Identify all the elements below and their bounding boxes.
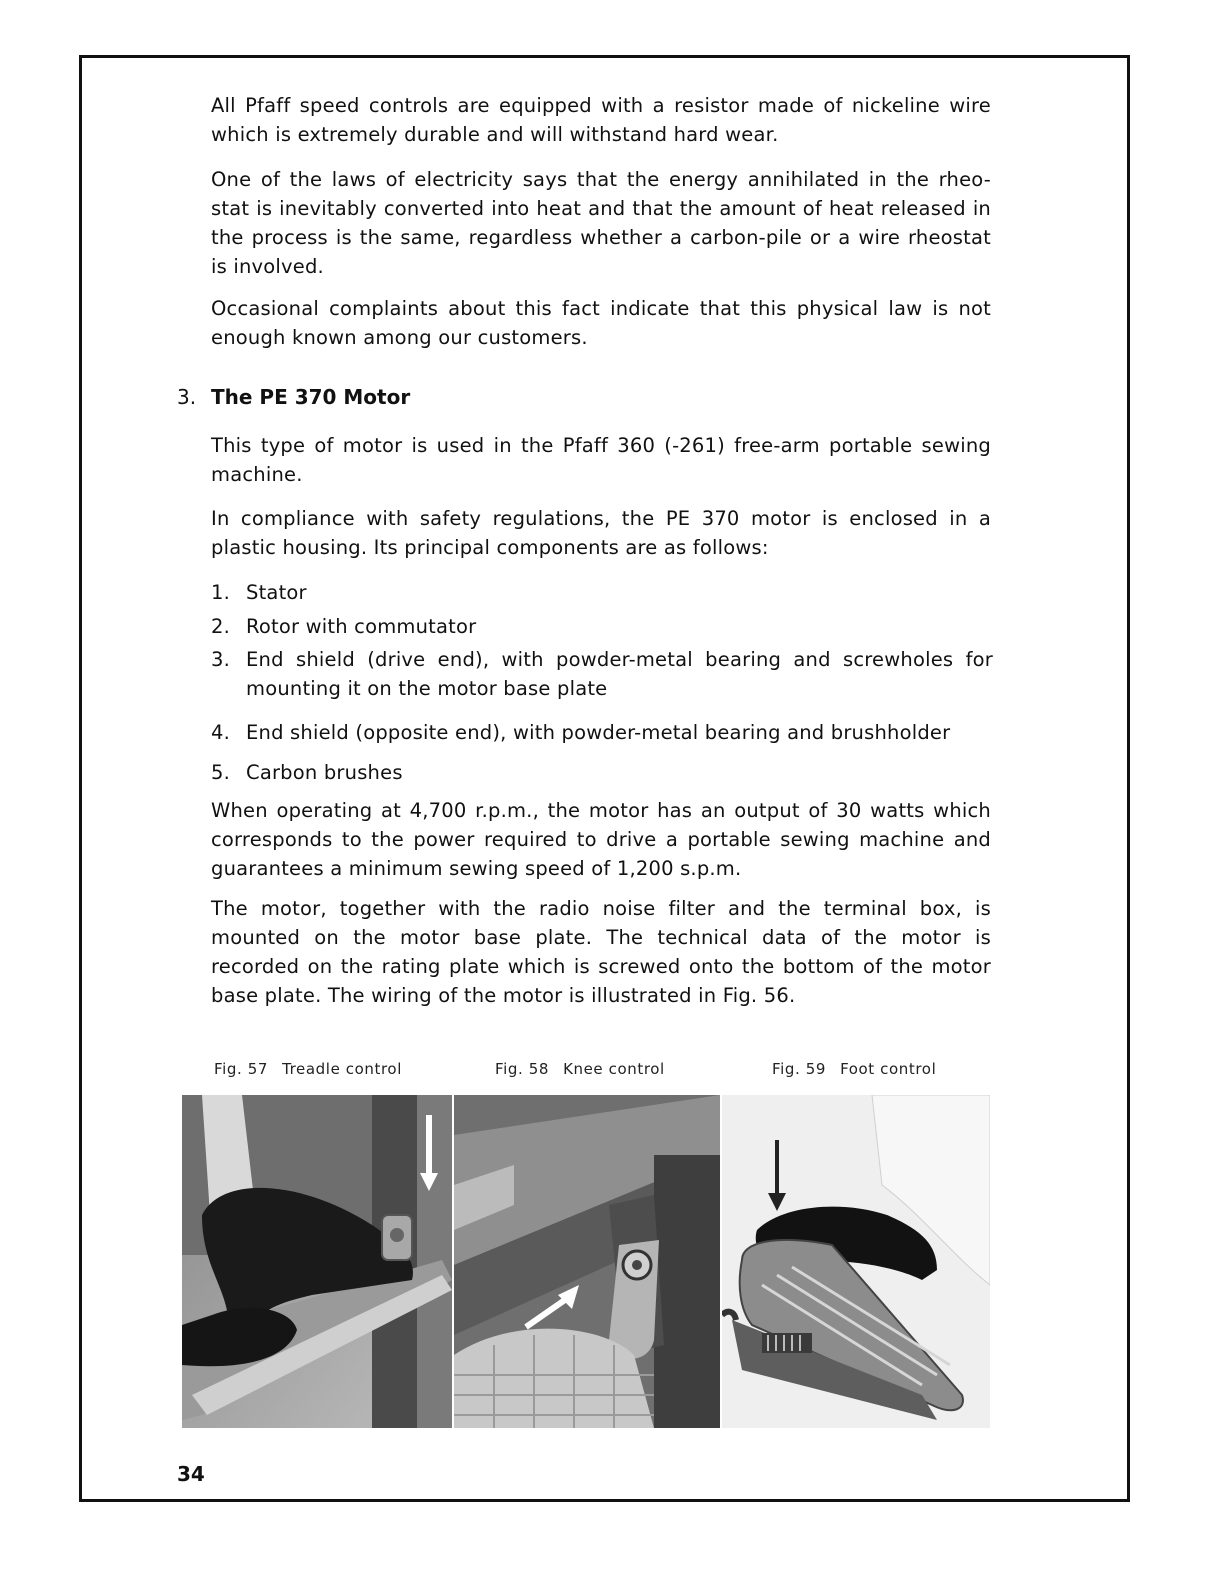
figure-caption-59 xyxy=(772,1060,936,1078)
list-item xyxy=(211,718,993,747)
figure-number: Fig. 57 xyxy=(214,1060,269,1078)
list-item xyxy=(211,645,993,703)
treadle-control-photo xyxy=(182,1095,452,1428)
paragraph-resistor: All Pfaff speed controls are equipped with a resistor made of nickeline wire which is extremely durable and will withstand hard wear. xyxy=(211,94,991,146)
list-item-text: Carbon brushes xyxy=(246,761,403,784)
list-item-number: 5. xyxy=(211,761,231,784)
figure-title: Knee control xyxy=(563,1060,665,1078)
figure-caption-58 xyxy=(495,1060,665,1078)
paragraph-motor-usage: This type of motor is used in the Pfaff 360 (-261) free-arm portable sewing machine. xyxy=(211,434,991,486)
foot-control-photo xyxy=(722,1095,990,1428)
section-number: 3. xyxy=(177,385,197,409)
list-item xyxy=(211,612,993,641)
list-item-number: 4. xyxy=(211,721,231,744)
list-item-text: Stator xyxy=(246,581,307,604)
section-heading xyxy=(177,385,410,409)
section-title: The PE 370 Motor xyxy=(211,385,411,409)
knee-control-photo xyxy=(454,1095,720,1428)
list-item-number: 1. xyxy=(211,581,231,604)
list-item xyxy=(211,578,993,607)
paragraph-motor-mounting: The motor, together with the radio noise filter and the terminal box, is mounted on the motor base plate. The technical data of the motor is recorded on the rating plate which is screwed onto the bottom of the motor base plate. The wiring of the motor is illustrated in Fig. 56. xyxy=(211,897,991,1007)
paragraph-motor-output: When operating at 4,700 r.p.m., the motor has an output of 30 watts which corresponds to the power required to drive a portable sewing machine and guarantees a minimum sewing speed of 1,200 s.p.m. xyxy=(211,799,991,880)
figure-title: Treadle control xyxy=(282,1060,402,1078)
figure-number: Fig. 59 xyxy=(772,1060,827,1078)
list-item-number: 2. xyxy=(211,615,231,638)
page-number: 34 xyxy=(177,1462,205,1486)
paragraph-complaints: Occasional complaints about this fact indicate that this physical law is not enough known among our customers. xyxy=(211,297,991,349)
list-item-text: End shield (drive end), with powder-metal bearing and screwholes for mounting it on the motor base plate xyxy=(246,648,993,700)
list-item-number: 3. xyxy=(211,648,231,671)
paragraph-compliance: In compliance with safety regulations, the PE 370 motor is enclosed in a plastic housing. Its principal components are as follows: xyxy=(211,507,991,559)
list-item-text: End shield (opposite end), with powder-metal bearing and brushholder xyxy=(246,721,951,744)
list-item-text: Rotor with commutator xyxy=(246,615,477,638)
figure-number: Fig. 58 xyxy=(495,1060,550,1078)
list-item xyxy=(211,758,993,787)
paragraph-law-of-electricity: One of the laws of electricity says that the energy annihilated in the rheo- stat is inevitably converted into heat and that the amount of heat released in the process is the same, regardless whether a carbon-pile or a wire rheostat is involved. xyxy=(211,168,991,278)
figure-caption-57 xyxy=(214,1060,402,1078)
figure-title: Foot control xyxy=(840,1060,937,1078)
